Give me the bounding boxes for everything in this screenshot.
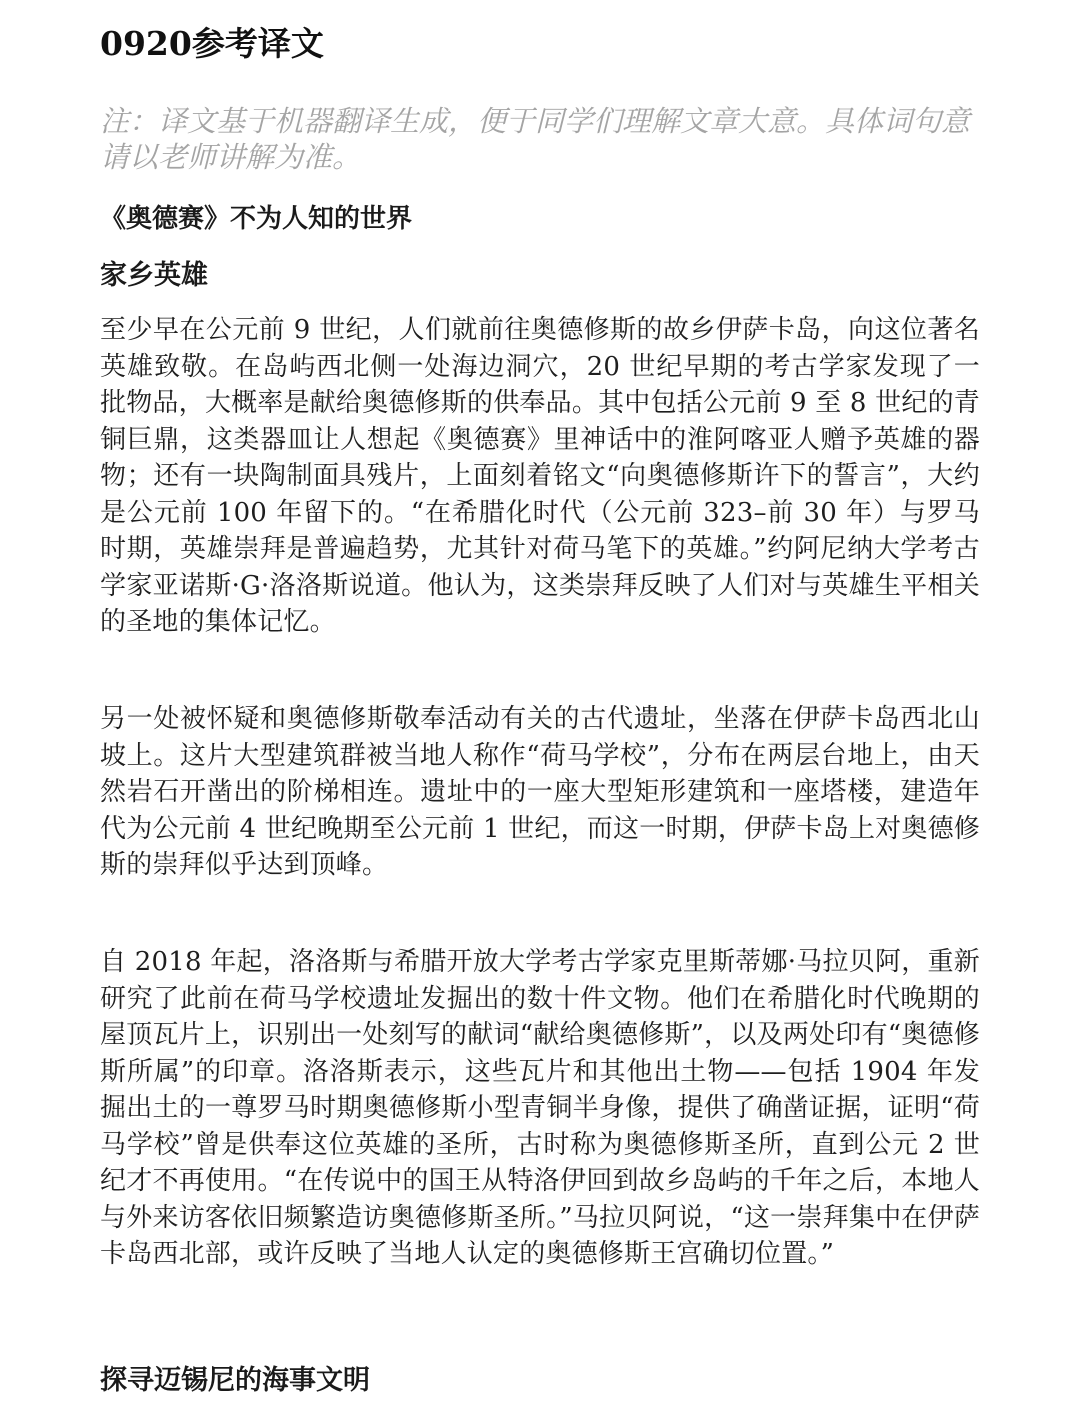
paragraph: 另一处被怀疑和奥德修斯敬奉活动有关的古代遗址，坐落在伊萨卡岛西北山坡上。这片大型建筑群被当地人称作“荷马学校”，分布在两层台地上，由天然岩石开凿出的阶梯相连。遗址中的一座大型矩形建筑和一座塔楼，建造年代为公元前 4 世纪晚期至公元前 1 世纪，而这一时期，伊萨卡岛上对奥德修斯的崇拜似乎达到顶峰。 <box>100 704 980 880</box>
article-title: 《奥德赛》不为人知的世界 <box>100 204 413 234</box>
document-title: 0920参考译文 <box>100 24 324 63</box>
paragraph: 至少早在公元前 9 世纪，人们就前往奥德修斯的故乡伊萨卡岛，向这位著名英雄致敬。在岛屿西北侧一处海边洞穴，20 世纪早期的考古学家发现了一批物品，大概率是献给奥德修斯的供奉品。其中包括公元前 9 至 8 世纪的青铜巨鼎，这类器皿让人想起《奥德赛》里神话中的淮阿喀亚人赠予英雄的器物；还有一块陶制面具残片，上面刻着铭文“向奥德修斯许下的誓言”，大约是公元前 100 年留下的。“在希腊化时代（公元前 323–前 30 年）与罗马时期，英雄崇拜是普遍趋势，尤其针对荷马笔下的英雄。”约阿尼纳大学考古学家亚诺斯·G·洛洛斯说道。他认为，这类崇拜反映了人们对与英雄生平相关的圣地的集体记忆。 <box>100 315 980 637</box>
paragraph: 自 2018 年起，洛洛斯与希腊开放大学考古学家克里斯蒂娜·马拉贝阿，重新研究了此前在荷马学校遗址发掘出的数十件文物。他们在希腊化时代晚期的屋顶瓦片上，识别出一处刻写的献词“献给奥德修斯”，以及两处印有“奥德修斯所属”的印章。洛洛斯表示，这些瓦片和其他出土物——包括 1904 年发掘出土的一尊罗马时期奥德修斯小型青铜半身像，提供了确凿证据，证明“荷马学校”曾是供奉这位英雄的圣所，古时称为奥德修斯圣所，直到公元 2 世纪才不再使用。“在传说中的国王从特洛伊回到故乡岛屿的千年之后，本地人与外来访客依旧频繁造访奥德修斯圣所。”马拉贝阿说，“这一崇拜集中在伊萨卡岛西北部，或许反映了当地人认定的奥德修斯王宫确切位置。” <box>100 947 980 1269</box>
translation-note: 注：译文基于机器翻译生成，便于同学们理解文章大意。具体词句意请以老师讲解为准。 <box>100 104 971 174</box>
section-heading-hometown-hero: 家乡英雄 <box>100 260 208 291</box>
section-heading-mycenaean-maritime: 探寻迈锡尼的海事文明 <box>100 1365 370 1396</box>
